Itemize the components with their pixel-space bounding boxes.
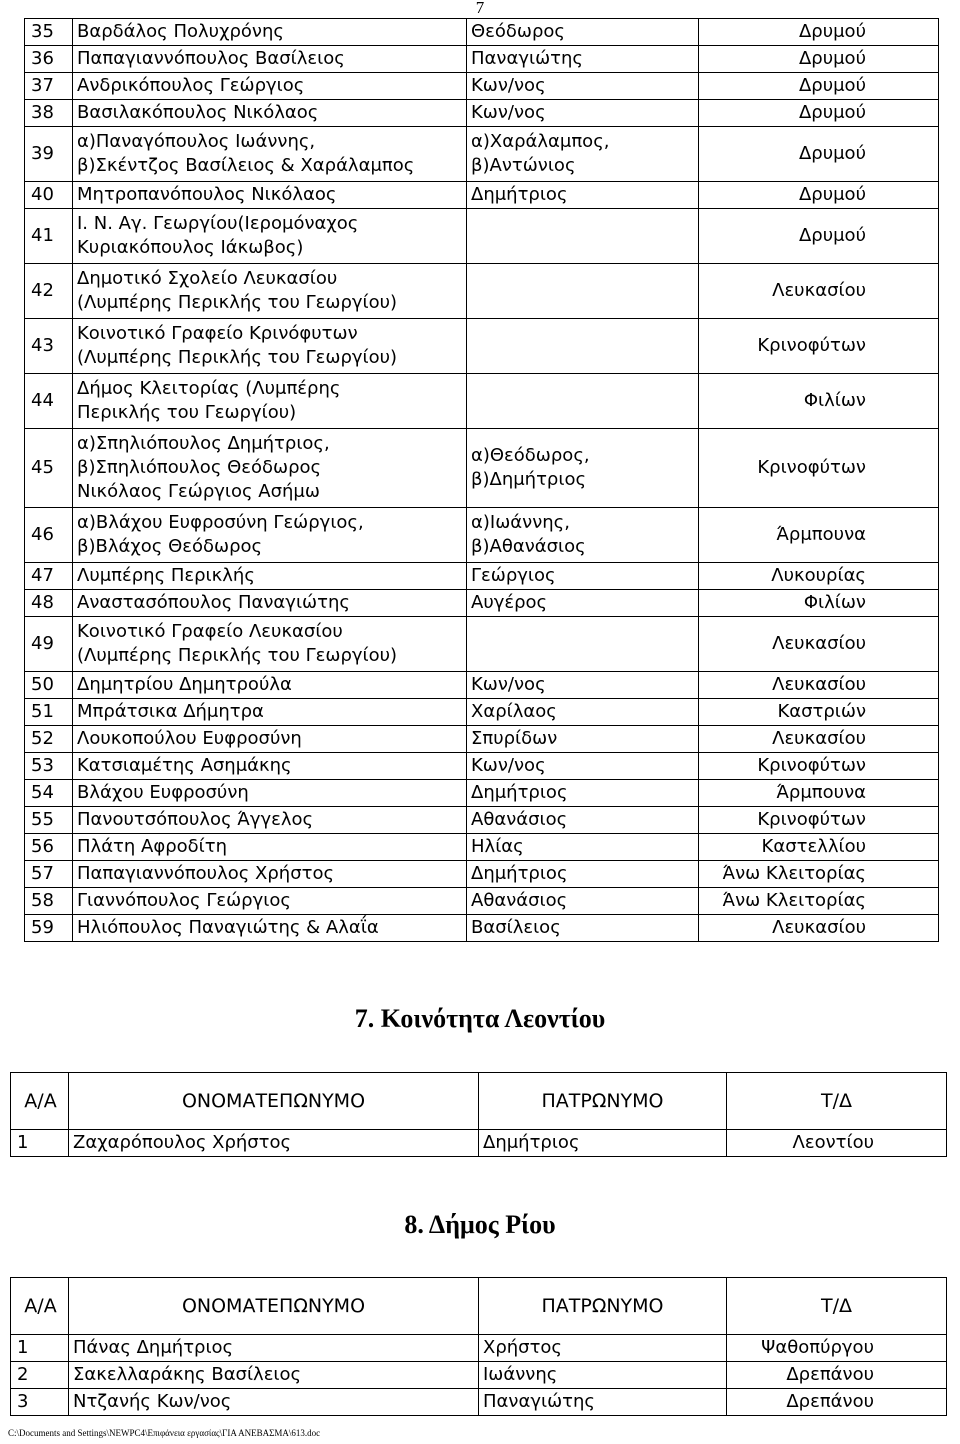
cell-line: Περικλής του Γεωργίου) — [77, 402, 297, 423]
row-place — [699, 915, 939, 942]
cell-line: Κρινοφύτων — [757, 809, 866, 830]
cell-line: 41 — [31, 225, 54, 246]
riou-table — [10, 1277, 947, 1416]
cell-line: Δήμος Κλειτορίας (Λυμπέρης — [77, 378, 341, 399]
cell-line: 59 — [31, 917, 54, 938]
row-father — [467, 807, 699, 834]
row-father — [467, 888, 699, 915]
cell-line: Χαρίλαος — [471, 701, 557, 722]
cell-line: Κοινοτικό Γραφείο Κρινόφυτων — [77, 323, 358, 344]
cell-line: 53 — [31, 755, 54, 776]
cell-line: Δημοτικό Σχολείο Λευκασίου — [77, 268, 338, 289]
cell-line: Δρυμού — [798, 102, 866, 123]
cell-line: Φιλίων — [803, 390, 866, 411]
cell-line: Δρυμού — [798, 184, 866, 205]
row-father — [467, 46, 699, 73]
row-place — [699, 374, 939, 429]
cell-line: Λευκασίου — [772, 633, 866, 654]
cell-line: Γιαννόπουλος Γεώργιος — [77, 890, 291, 911]
table-row — [11, 1130, 947, 1157]
row-place — [699, 780, 939, 807]
cell-line: Φιλίων — [803, 592, 866, 613]
row-father — [467, 915, 699, 942]
row-number — [11, 1389, 69, 1416]
cell-line: Λυμπέρης Περικλής — [77, 565, 255, 586]
cell-line: 42 — [31, 280, 54, 301]
cell-line: Δημητρίου Δημητρούλα — [77, 674, 292, 695]
cell-line: 58 — [31, 890, 54, 911]
cell-line: 48 — [31, 592, 54, 613]
cell-line: 43 — [31, 335, 54, 356]
cell-line: β)Αντώνιος — [471, 155, 576, 176]
cell-line: 44 — [31, 390, 54, 411]
cell-line: Ηλίας — [471, 836, 524, 857]
row-name — [73, 46, 467, 73]
cell-line: Δρυμού — [798, 48, 866, 69]
table-row — [25, 888, 939, 915]
row-place — [699, 563, 939, 590]
cell-line: 3 — [17, 1391, 29, 1412]
cell-line: Λευκασίου — [772, 728, 866, 749]
row-father — [467, 264, 699, 319]
row-place — [699, 46, 939, 73]
cell-line: 52 — [31, 728, 54, 749]
table-row — [11, 1335, 947, 1362]
row-number — [25, 429, 73, 508]
row-name — [69, 1389, 479, 1416]
table-row — [25, 73, 939, 100]
row-name — [73, 617, 467, 672]
row-place — [699, 861, 939, 888]
cell-line: (Λυμπέρης Περικλής του Γεωργίου) — [77, 347, 398, 368]
row-father — [467, 429, 699, 508]
cell-line: Ντζανής Κων/νος — [73, 1391, 232, 1412]
row-number — [25, 508, 73, 563]
table-row — [25, 563, 939, 590]
table-row — [25, 508, 939, 563]
header-name: ΟΝΟΜΑΤΕΠΩΝΥΜΟ — [69, 1278, 479, 1335]
row-name — [73, 834, 467, 861]
cell-line: Νικόλαος Γεώργιος Ασήμω — [77, 481, 320, 502]
cell-line: 56 — [31, 836, 54, 857]
cell-line: 55 — [31, 809, 54, 830]
cell-line: Άρμπουνα — [776, 524, 866, 545]
cell-line: Λουκοπούλου Ευφροσύνη — [77, 728, 302, 749]
row-father — [467, 319, 699, 374]
beneficiaries-table — [24, 18, 939, 942]
row-number — [25, 699, 73, 726]
row-place — [699, 319, 939, 374]
cell-line: Βασίλειος — [471, 917, 561, 938]
leontiou-table — [10, 1072, 947, 1157]
row-place — [699, 726, 939, 753]
cell-line: Καστελλίου — [761, 836, 866, 857]
table-row — [25, 590, 939, 617]
cell-line: Παναγιώτης — [483, 1391, 595, 1412]
page-number: 7 — [475, 0, 485, 17]
cell-line: Λυκουρίας — [771, 565, 866, 586]
row-name — [73, 726, 467, 753]
row-number — [25, 374, 73, 429]
cell-line: Βασιλακόπουλος Νικόλαος — [77, 102, 319, 123]
cell-line: Βαρδάλος Πολυχρόνης — [77, 21, 284, 42]
cell-line: Μητροπανόπουλος Νικόλαος — [77, 184, 337, 205]
cell-line: 2 — [17, 1364, 29, 1385]
header-father: ΠΑΤΡΩΝΥΜΟ — [479, 1278, 727, 1335]
row-place — [727, 1335, 947, 1362]
row-number — [25, 888, 73, 915]
table-row — [25, 100, 939, 127]
cell-line: Αυγέρος — [471, 592, 548, 613]
table-row — [25, 429, 939, 508]
cell-line: Δρυμού — [798, 75, 866, 96]
row-father — [479, 1362, 727, 1389]
row-father — [467, 726, 699, 753]
row-number — [25, 617, 73, 672]
cell-line: Κατσιαμέτης Ασημάκης — [77, 755, 292, 776]
row-father — [467, 563, 699, 590]
cell-line: Αναστασόπουλος Παναγιώτης — [77, 592, 350, 613]
cell-line: 1 — [17, 1132, 29, 1153]
row-place — [727, 1362, 947, 1389]
row-father — [467, 590, 699, 617]
cell-line: Παπαγιαννόπουλος Βασίλειος — [77, 48, 345, 69]
cell-line: Άνω Κλειτορίας — [722, 863, 866, 884]
row-place — [699, 264, 939, 319]
cell-line: 37 — [31, 75, 54, 96]
table-row — [25, 780, 939, 807]
table-row — [25, 319, 939, 374]
header-father: ΠΑΤΡΩΝΥΜΟ — [479, 1073, 727, 1130]
row-place — [727, 1389, 947, 1416]
table-row — [25, 127, 939, 182]
cell-line: Πλάτη Αφροδίτη — [77, 836, 227, 857]
row-father — [467, 100, 699, 127]
cell-line: Πάνας Δημήτριος — [73, 1337, 234, 1358]
table-header-row — [11, 1278, 947, 1335]
header-aa: Α/Α — [11, 1278, 69, 1335]
cell-line: Λευκασίου — [772, 280, 866, 301]
row-place — [699, 807, 939, 834]
row-father — [467, 861, 699, 888]
table-row — [25, 617, 939, 672]
table-row — [25, 753, 939, 780]
cell-line: β)Σπηλιόπουλος Θεόδωρος — [77, 457, 322, 478]
header-aa: Α/Α — [11, 1073, 69, 1130]
row-place — [699, 73, 939, 100]
cell-line: β)Δημήτριος — [471, 469, 587, 490]
cell-line: Αθανάσιος — [471, 809, 568, 830]
cell-line: Δρεπάνου — [786, 1391, 874, 1412]
row-name — [73, 319, 467, 374]
cell-line: Δημήτριος — [471, 863, 568, 884]
row-place — [699, 19, 939, 46]
row-place — [699, 508, 939, 563]
cell-line: Ζαχαρόπουλος Χρήστος — [73, 1132, 292, 1153]
cell-line: Κυριακόπουλος Ιάκωβος) — [77, 237, 304, 258]
cell-line: (Λυμπέρης Περικλής του Γεωργίου) — [77, 292, 398, 313]
cell-line: (Λυμπέρης Περικλής του Γεωργίου) — [77, 645, 398, 666]
cell-line: 54 — [31, 782, 54, 803]
table-row — [25, 699, 939, 726]
row-name — [73, 672, 467, 699]
header-td: Τ/Δ — [727, 1278, 947, 1335]
cell-line: 35 — [31, 21, 54, 42]
header-name: ΟΝΟΜΑΤΕΠΩΝΥΜΟ — [69, 1073, 479, 1130]
cell-line: α)Βλάχου Ευφροσύνη Γεώργιος, — [77, 512, 364, 533]
table-row — [25, 264, 939, 319]
row-name — [73, 861, 467, 888]
row-number — [25, 563, 73, 590]
cell-line: Λευκασίου — [772, 674, 866, 695]
table-row — [25, 915, 939, 942]
row-number — [25, 127, 73, 182]
cell-line: β)Σκέντζος Βασίλειος & Χαράλαμπος — [77, 155, 415, 176]
row-father — [479, 1389, 727, 1416]
table-row — [25, 182, 939, 209]
table-row — [25, 19, 939, 46]
section-title-leontiou: 7. Κοινότητα Λεοντίου — [354, 1004, 606, 1033]
row-father — [467, 508, 699, 563]
row-place — [699, 127, 939, 182]
cell-line: Μπράτσικα Δήμητρα — [77, 701, 264, 722]
row-name — [69, 1362, 479, 1389]
cell-line: 57 — [31, 863, 54, 884]
cell-line: α)Χαράλαμπος, — [471, 131, 610, 152]
table-row — [25, 861, 939, 888]
cell-line: Ηλιόπουλος Παναγιώτης & Αλαΐα — [77, 917, 379, 938]
row-number — [11, 1362, 69, 1389]
row-number — [25, 753, 73, 780]
row-place — [699, 429, 939, 508]
cell-line: 40 — [31, 184, 54, 205]
row-number — [11, 1335, 69, 1362]
cell-line: Πανουτσόπουλος Άγγελος — [77, 809, 314, 830]
cell-line: Κων/νος — [471, 755, 546, 776]
row-name — [73, 182, 467, 209]
row-name — [73, 590, 467, 617]
row-number — [25, 726, 73, 753]
cell-line: 47 — [31, 565, 54, 586]
row-number — [25, 100, 73, 127]
table-row — [11, 1362, 947, 1389]
table-row — [25, 807, 939, 834]
row-father — [467, 672, 699, 699]
cell-line: Λευκασίου — [772, 917, 866, 938]
row-name — [73, 429, 467, 508]
row-place — [699, 209, 939, 264]
cell-line: Κων/νος — [471, 75, 546, 96]
cell-line: 1 — [17, 1337, 29, 1358]
table-row — [25, 374, 939, 429]
table-row — [25, 209, 939, 264]
cell-line: Δρυμού — [798, 21, 866, 42]
cell-line: Κρινοφύτων — [757, 457, 866, 478]
cell-line: β)Βλάχος Θεόδωρος — [77, 536, 263, 557]
row-name — [73, 264, 467, 319]
cell-line: 51 — [31, 701, 54, 722]
cell-line: Κων/νος — [471, 674, 546, 695]
table-header-row — [11, 1073, 947, 1130]
row-father — [467, 209, 699, 264]
cell-line: Άνω Κλειτορίας — [722, 890, 866, 911]
table-row — [11, 1389, 947, 1416]
row-place — [699, 590, 939, 617]
row-place — [699, 834, 939, 861]
cell-line: Παπαγιαννόπουλος Χρήστος — [77, 863, 335, 884]
cell-line: Άρμπουνα — [776, 782, 866, 803]
cell-line: Βλάχου Ευφροσύνη — [77, 782, 249, 803]
row-father — [479, 1130, 727, 1157]
table-row — [25, 726, 939, 753]
row-father — [467, 699, 699, 726]
cell-line: 36 — [31, 48, 54, 69]
cell-line: Χρήστος — [483, 1337, 562, 1358]
row-number — [25, 834, 73, 861]
row-name — [73, 807, 467, 834]
row-number — [25, 672, 73, 699]
cell-line: Καστριών — [777, 701, 866, 722]
row-father — [467, 374, 699, 429]
row-number — [25, 46, 73, 73]
file-path-footer: C:\Documents and Settings\NEWPC4\Επιφάνεια εργασίας\ΓΙΑ ΑΝΕΒΑΣΜΑ\613.doc — [8, 1428, 321, 1438]
row-number — [25, 19, 73, 46]
cell-line: Παναγιώτης — [471, 48, 583, 69]
row-father — [467, 182, 699, 209]
row-number — [25, 861, 73, 888]
cell-line: 50 — [31, 674, 54, 695]
cell-line: Λεοντίου — [792, 1132, 874, 1153]
row-name — [73, 753, 467, 780]
row-number — [25, 590, 73, 617]
row-place — [699, 699, 939, 726]
table-row — [25, 672, 939, 699]
row-father — [467, 19, 699, 46]
cell-line: α)Ιωάννης, — [471, 512, 570, 533]
row-number — [25, 915, 73, 942]
row-number — [25, 73, 73, 100]
row-name — [73, 127, 467, 182]
cell-line: 39 — [31, 143, 54, 164]
cell-line: Θεόδωρος — [471, 21, 565, 42]
row-name — [73, 915, 467, 942]
row-name — [73, 209, 467, 264]
row-place — [699, 888, 939, 915]
row-number — [25, 182, 73, 209]
cell-line: Ι. Ν. Αγ. Γεωργίου(Ιερομόναχος — [77, 213, 359, 234]
cell-line: Σπυρίδων — [471, 728, 558, 749]
cell-line: 49 — [31, 633, 54, 654]
cell-line: Δρυμού — [798, 225, 866, 246]
row-father — [467, 73, 699, 100]
row-number — [11, 1130, 69, 1157]
row-name — [73, 780, 467, 807]
header-td: Τ/Δ — [727, 1073, 947, 1130]
row-place — [699, 617, 939, 672]
section-title-riou: 8. Δήμος Ρίου — [404, 1210, 556, 1239]
row-father — [479, 1335, 727, 1362]
row-name — [73, 73, 467, 100]
cell-line: Σακελλαράκης Βασίλειος — [73, 1364, 302, 1385]
cell-line: Δημήτριος — [471, 184, 568, 205]
row-name — [73, 888, 467, 915]
row-father — [467, 753, 699, 780]
cell-line: Γεώργιος — [471, 565, 556, 586]
cell-line: Δημήτριος — [483, 1132, 580, 1153]
row-father — [467, 780, 699, 807]
cell-line: Ψαθοπύργου — [761, 1337, 874, 1358]
cell-line: α)Θεόδωρος, — [471, 445, 590, 466]
row-place — [727, 1130, 947, 1157]
row-number — [25, 807, 73, 834]
row-name — [73, 563, 467, 590]
cell-line: 38 — [31, 102, 54, 123]
cell-line: Κων/νος — [471, 102, 546, 123]
row-father — [467, 617, 699, 672]
cell-line: Δρυμού — [798, 143, 866, 164]
row-number — [25, 209, 73, 264]
cell-line: 45 — [31, 457, 54, 478]
table-row — [25, 834, 939, 861]
row-number — [25, 780, 73, 807]
cell-line: 46 — [31, 524, 54, 545]
row-name — [73, 374, 467, 429]
row-name — [73, 100, 467, 127]
row-name — [73, 699, 467, 726]
row-place — [699, 100, 939, 127]
row-name — [69, 1130, 479, 1157]
cell-line: Ανδρικόπουλος Γεώργιος — [77, 75, 305, 96]
cell-line: α)Σπηλιόπουλος Δημήτριος, — [77, 433, 330, 454]
cell-line: α)Παναγόπουλος Ιωάννης, — [77, 131, 316, 152]
row-place — [699, 672, 939, 699]
cell-line: Κοινοτικό Γραφείο Λευκασίου — [77, 621, 343, 642]
row-place — [699, 753, 939, 780]
cell-line: Κρινοφύτων — [757, 755, 866, 776]
table-row — [25, 46, 939, 73]
cell-line: Δρεπάνου — [786, 1364, 874, 1385]
row-father — [467, 834, 699, 861]
cell-line: Κρινοφύτων — [757, 335, 866, 356]
cell-line: Ιωάννης — [483, 1364, 558, 1385]
cell-line: β)Αθανάσιος — [471, 536, 586, 557]
row-name — [73, 19, 467, 46]
row-number — [25, 264, 73, 319]
row-number — [25, 319, 73, 374]
row-place — [699, 182, 939, 209]
row-father — [467, 127, 699, 182]
row-name — [73, 508, 467, 563]
cell-line: Αθανάσιος — [471, 890, 568, 911]
cell-line: Δημήτριος — [471, 782, 568, 803]
row-name — [69, 1335, 479, 1362]
